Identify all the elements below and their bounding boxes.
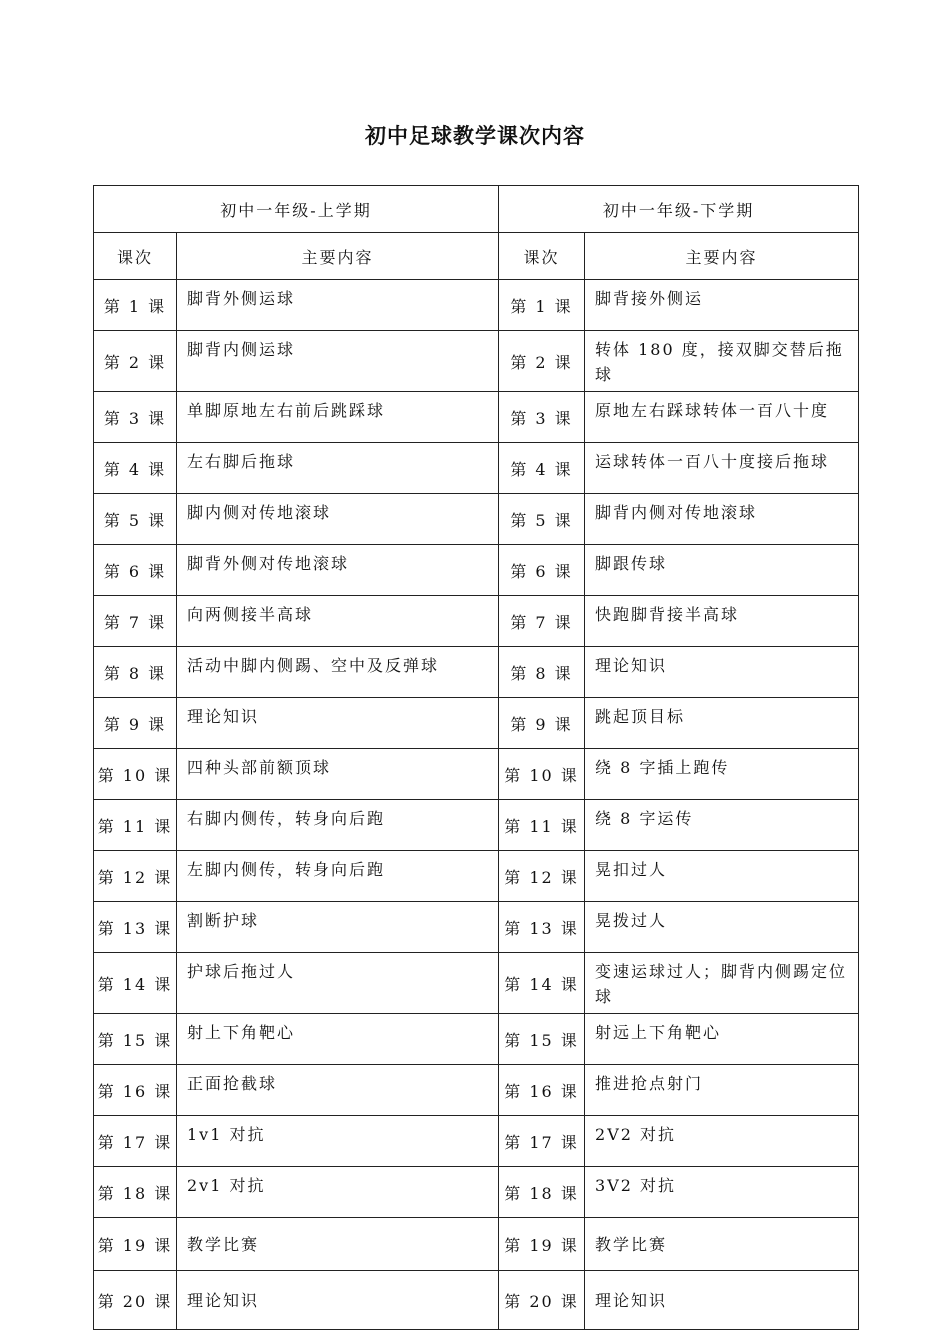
table-row (94, 953, 859, 1014)
lesson-number-right: 第 16 课 (499, 1065, 585, 1116)
table-row (94, 851, 859, 902)
lesson-content-right: 绕 8 字插上跑传 (585, 749, 859, 800)
lesson-number-left: 第 2 课 (94, 331, 177, 392)
lesson-content-right: 脚背接外侧运 (585, 280, 859, 331)
lesson-content-left: 割断护球 (177, 902, 499, 953)
lesson-content-right: 2V2 对抗 (585, 1116, 859, 1167)
lesson-number-left: 第 15 课 (94, 1014, 177, 1065)
lesson-content-left: 脚背内侧运球 (177, 331, 499, 392)
lesson-content-left: 脚背外侧对传地滚球 (177, 545, 499, 596)
lesson-number-left: 第 6 课 (94, 545, 177, 596)
lesson-number-right: 第 6 课 (499, 545, 585, 596)
lesson-number-right: 第 3 课 (499, 392, 585, 443)
lesson-number-right: 第 18 课 (499, 1167, 585, 1218)
lesson-content-right: 射远上下角靶心 (585, 1014, 859, 1065)
lesson-number-right: 第 5 课 (499, 494, 585, 545)
lesson-content-left: 脚背外侧运球 (177, 280, 499, 331)
lesson-number-right: 第 1 课 (499, 280, 585, 331)
lesson-content-right: 脚背内侧对传地滚球 (585, 494, 859, 545)
lesson-content-right: 绕 8 字运传 (585, 800, 859, 851)
lesson-content-right: 晃扣过人 (585, 851, 859, 902)
lesson-content-right: 3V2 对抗 (585, 1167, 859, 1218)
lesson-content-left: 脚内侧对传地滚球 (177, 494, 499, 545)
lesson-content-right: 脚跟传球 (585, 545, 859, 596)
table-row (94, 494, 859, 545)
lesson-content-right: 转体 180 度，接双脚交替后拖球 (585, 331, 859, 392)
lesson-content-right: 跳起顶目标 (585, 698, 859, 749)
lesson-number-left: 第 20 课 (94, 1271, 177, 1330)
lesson-column-header: 课次 (499, 233, 585, 280)
lesson-number-left: 第 16 课 (94, 1065, 177, 1116)
table-row (94, 331, 859, 392)
lesson-content-right: 晃拨过人 (585, 902, 859, 953)
lesson-number-left: 第 13 课 (94, 902, 177, 953)
lesson-number-right: 第 11 课 (499, 800, 585, 851)
lesson-number-left: 第 3 课 (94, 392, 177, 443)
column-header-row (94, 233, 859, 280)
lesson-number-left: 第 11 课 (94, 800, 177, 851)
lesson-number-right: 第 4 课 (499, 443, 585, 494)
lesson-content-left: 四种头部前额顶球 (177, 749, 499, 800)
content-column-header: 主要内容 (585, 233, 859, 280)
lesson-content-left: 右脚内侧传，转身向后跑 (177, 800, 499, 851)
lesson-number-right: 第 2 课 (499, 331, 585, 392)
lesson-content-left: 正面抢截球 (177, 1065, 499, 1116)
lesson-content-right: 变速运球过人；脚背内侧踢定位球 (585, 953, 859, 1014)
lesson-content-right: 教学比赛 (585, 1218, 859, 1271)
lesson-content-left: 射上下角靶心 (177, 1014, 499, 1065)
lesson-content-left: 左脚内侧传，转身向后跑 (177, 851, 499, 902)
lesson-content-left: 护球后拖过人 (177, 953, 499, 1014)
lesson-number-right: 第 15 课 (499, 1014, 585, 1065)
lesson-table (93, 185, 859, 1330)
table-row (94, 800, 859, 851)
lesson-number-right: 第 14 课 (499, 953, 585, 1014)
lesson-content-right: 快跑脚背接半高球 (585, 596, 859, 647)
semester-header-row (94, 186, 859, 233)
lesson-content-left: 左右脚后拖球 (177, 443, 499, 494)
lesson-number-left: 第 4 课 (94, 443, 177, 494)
lesson-number-right: 第 7 课 (499, 596, 585, 647)
lesson-content-right: 推进抢点射门 (585, 1065, 859, 1116)
table-row (94, 749, 859, 800)
lesson-number-left: 第 14 课 (94, 953, 177, 1014)
lesson-content-left: 单脚原地左右前后跳踩球 (177, 392, 499, 443)
lesson-number-right: 第 17 课 (499, 1116, 585, 1167)
lesson-number-left: 第 12 课 (94, 851, 177, 902)
lesson-content-left: 向两侧接半高球 (177, 596, 499, 647)
table-row (94, 443, 859, 494)
lesson-number-right: 第 10 课 (499, 749, 585, 800)
table-row (94, 1116, 859, 1167)
lesson-content-right: 原地左右踩球转体一百八十度 (585, 392, 859, 443)
lesson-number-left: 第 17 课 (94, 1116, 177, 1167)
semester-right-header: 初中一年级-下学期 (499, 186, 859, 233)
table-row (94, 1065, 859, 1116)
lesson-number-right: 第 8 课 (499, 647, 585, 698)
lesson-content-right: 理论知识 (585, 1271, 859, 1330)
lesson-number-left: 第 5 课 (94, 494, 177, 545)
lesson-content-right: 理论知识 (585, 647, 859, 698)
semester-left-header: 初中一年级-上学期 (94, 186, 499, 233)
lesson-number-left: 第 10 课 (94, 749, 177, 800)
lesson-content-left: 2v1 对抗 (177, 1167, 499, 1218)
lesson-content-right: 运球转体一百八十度接后拖球 (585, 443, 859, 494)
lesson-number-right: 第 9 课 (499, 698, 585, 749)
lesson-number-right: 第 12 课 (499, 851, 585, 902)
table-row (94, 1167, 859, 1218)
table-row (94, 902, 859, 953)
table-row (94, 596, 859, 647)
lesson-number-right: 第 13 课 (499, 902, 585, 953)
table-row (94, 647, 859, 698)
lesson-content-left: 理论知识 (177, 698, 499, 749)
lesson-content-left: 理论知识 (177, 1271, 499, 1330)
lesson-number-left: 第 7 课 (94, 596, 177, 647)
lesson-number-left: 第 1 课 (94, 280, 177, 331)
lesson-content-left: 活动中脚内侧踢、空中及反弹球 (177, 647, 499, 698)
lesson-number-left: 第 8 课 (94, 647, 177, 698)
lesson-number-right: 第 20 课 (499, 1271, 585, 1330)
lesson-number-left: 第 9 课 (94, 698, 177, 749)
lesson-number-right: 第 19 课 (499, 1218, 585, 1271)
page-title: 初中足球教学课次内容 (365, 123, 585, 148)
table-row (94, 545, 859, 596)
table-row (94, 392, 859, 443)
table-row (94, 280, 859, 331)
lesson-content-left: 教学比赛 (177, 1218, 499, 1271)
lesson-content-left: 1v1 对抗 (177, 1116, 499, 1167)
lesson-column-header: 课次 (94, 233, 177, 280)
lesson-number-left: 第 18 课 (94, 1167, 177, 1218)
table-row (94, 1218, 859, 1271)
content-column-header: 主要内容 (177, 233, 499, 280)
table-row (94, 698, 859, 749)
lesson-number-left: 第 19 课 (94, 1218, 177, 1271)
table-row (94, 1014, 859, 1065)
table-row (94, 1271, 859, 1330)
